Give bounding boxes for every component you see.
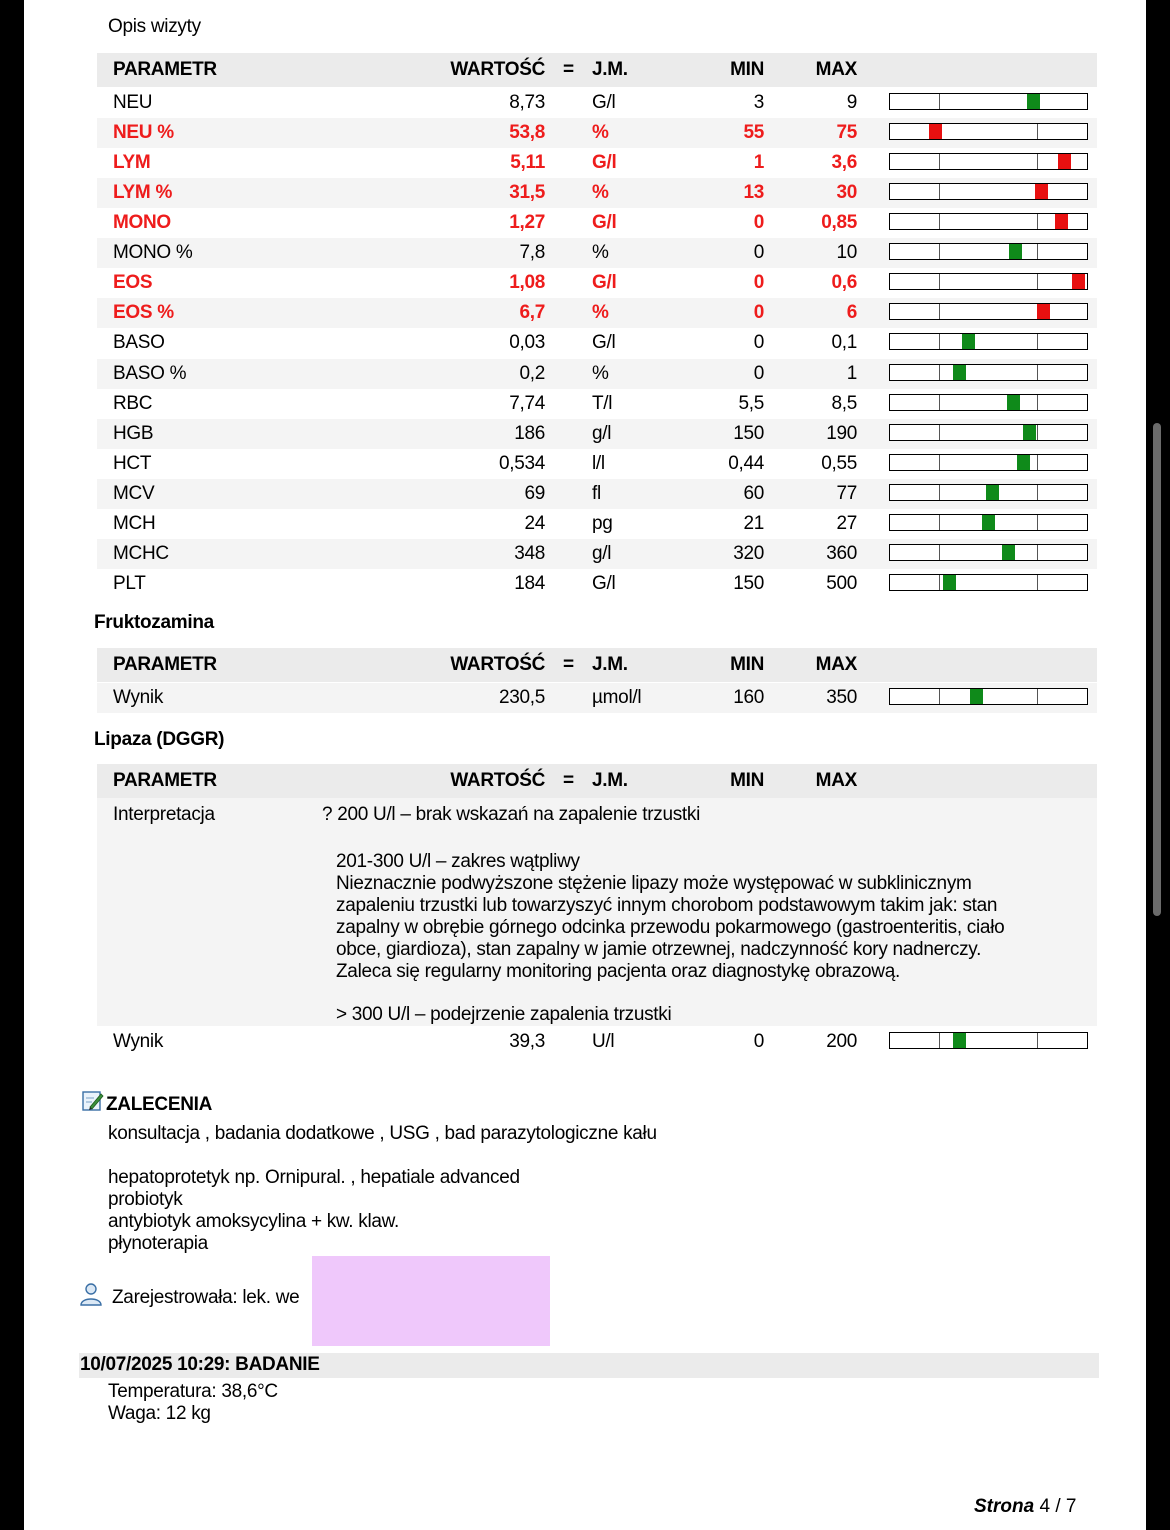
param-min: 160 <box>733 687 764 708</box>
table-row <box>97 683 1097 713</box>
range-marker <box>1035 184 1048 199</box>
param-value: 6,7 <box>519 302 545 324</box>
table-row <box>97 178 1097 208</box>
param-min: 0 <box>753 302 764 324</box>
table-row <box>97 389 1097 419</box>
param-name: EOS <box>113 272 153 294</box>
param-max: 8,5 <box>831 392 857 414</box>
param-unit: U/l <box>592 1031 615 1052</box>
range-tick <box>1037 365 1038 380</box>
range-indicator <box>889 364 1088 381</box>
range-marker <box>962 334 975 349</box>
param-max: 30 <box>836 182 857 204</box>
param-unit: % <box>592 122 609 144</box>
param-value: 184 <box>514 572 545 594</box>
range-marker <box>929 124 942 139</box>
range-tick <box>1037 214 1038 229</box>
param-min: 21 <box>743 512 764 534</box>
param-max: 77 <box>836 482 857 504</box>
param-unit: G/l <box>592 332 616 354</box>
param-min: 3 <box>753 92 764 113</box>
param-max: 1 <box>846 362 857 384</box>
param-name: LYM <box>113 152 151 174</box>
col-min: MIN <box>730 59 764 80</box>
param-value: 0,03 <box>509 332 545 354</box>
param-max: 200 <box>826 1031 857 1052</box>
exam-temperature: Temperatura: 38,6°C <box>108 1381 278 1402</box>
param-name: MCHC <box>113 542 169 564</box>
param-max: 0,6 <box>831 272 857 294</box>
col-value: WARTOŚĆ <box>450 770 545 791</box>
param-unit: g/l <box>592 542 612 564</box>
range-tick <box>939 485 940 500</box>
table-row <box>97 118 1097 148</box>
range-indicator <box>889 123 1088 140</box>
interpretation-line-1: ? 200 U/l – brak wskazań na zapalenie trzustki <box>322 804 701 825</box>
range-tick <box>1037 124 1038 139</box>
param-max: 0,1 <box>831 332 857 354</box>
param-value: 31,5 <box>509 182 545 204</box>
range-tick <box>939 244 940 259</box>
param-unit: fl <box>592 482 601 504</box>
range-tick <box>1037 485 1038 500</box>
param-name: HCT <box>113 452 152 474</box>
range-tick <box>1037 274 1038 289</box>
param-min: 5,5 <box>738 392 764 414</box>
param-value: 0,2 <box>519 362 545 384</box>
param-unit: % <box>592 182 609 204</box>
param-value: 348 <box>514 542 545 564</box>
range-tick <box>939 274 940 289</box>
range-tick <box>1037 515 1038 530</box>
col-value: WARTOŚĆ <box>450 59 545 80</box>
param-name: MONO % <box>113 242 193 264</box>
range-marker <box>1072 274 1085 289</box>
param-max: 75 <box>836 122 857 144</box>
param-max: 3,6 <box>831 152 857 174</box>
range-tick <box>1037 575 1038 590</box>
page-total: / 7 <box>1055 1496 1077 1517</box>
param-unit: pg <box>592 512 613 534</box>
col-unit: J.M. <box>592 654 628 675</box>
param-min: 150 <box>733 422 764 444</box>
param-min: 0 <box>753 272 764 294</box>
range-marker <box>982 515 995 530</box>
table-row <box>97 1027 1097 1057</box>
range-tick <box>939 94 940 109</box>
param-name: MONO <box>113 212 171 234</box>
param-name: Wynik <box>113 687 164 708</box>
range-indicator <box>889 574 1088 591</box>
range-indicator <box>889 303 1088 320</box>
param-min: 0,44 <box>728 452 764 474</box>
range-marker <box>1058 154 1071 169</box>
param-max: 190 <box>826 422 857 444</box>
param-max: 9 <box>846 92 857 113</box>
range-tick <box>939 545 940 560</box>
table-row <box>97 298 1097 328</box>
range-marker <box>1027 94 1040 109</box>
param-min: 320 <box>733 542 764 564</box>
range-indicator <box>889 213 1088 230</box>
table-row <box>97 328 1097 358</box>
user-icon <box>79 1282 103 1306</box>
param-name: HGB <box>113 422 154 444</box>
range-tick <box>1037 334 1038 349</box>
range-tick <box>1037 154 1038 169</box>
section-title-lipaza: Lipaza (DGGR) <box>94 729 225 750</box>
range-marker <box>1002 545 1015 560</box>
range-tick <box>1037 545 1038 560</box>
range-tick <box>1037 425 1038 440</box>
param-name: MCH <box>113 512 156 534</box>
param-unit: G/l <box>592 572 616 594</box>
range-indicator <box>889 1032 1088 1049</box>
page-current: 4 <box>1039 1496 1051 1517</box>
range-indicator <box>889 454 1088 471</box>
param-value: 1,08 <box>509 272 545 294</box>
col-param: PARAMETR <box>113 59 217 80</box>
param-max: 6 <box>846 302 857 324</box>
col-eq: = <box>563 59 574 80</box>
param-name: BASO <box>113 332 165 354</box>
range-tick <box>939 304 940 319</box>
range-marker <box>1023 425 1036 440</box>
col-max: MAX <box>815 654 857 675</box>
param-unit: % <box>592 242 609 264</box>
param-min: 55 <box>743 122 764 144</box>
param-unit: G/l <box>592 152 617 174</box>
param-value: 1,27 <box>509 212 545 234</box>
param-value: 5,11 <box>510 152 545 174</box>
range-indicator <box>889 243 1088 260</box>
param-value: 230,5 <box>498 687 545 708</box>
col-max: MAX <box>815 59 857 80</box>
registered-by: Zarejestrowała: lek. we <box>112 1287 300 1308</box>
range-tick <box>939 689 940 704</box>
param-unit: g/l <box>592 422 612 444</box>
table-row <box>97 419 1097 449</box>
param-value: 8,73 <box>509 92 545 113</box>
param-unit: % <box>592 362 609 384</box>
range-indicator <box>889 93 1088 110</box>
report-page <box>24 0 1146 1530</box>
range-marker <box>1017 455 1030 470</box>
range-tick <box>939 515 940 530</box>
table-row <box>97 539 1097 569</box>
range-indicator <box>889 273 1088 290</box>
param-value: 24 <box>524 512 545 534</box>
interpretation-label: Interpretacja <box>113 804 215 825</box>
table-row <box>97 449 1097 479</box>
param-name: Wynik <box>113 1031 164 1052</box>
col-min: MIN <box>730 770 764 791</box>
range-indicator <box>889 544 1088 561</box>
param-min: 0 <box>753 332 764 354</box>
col-eq: = <box>563 770 574 791</box>
table-row <box>97 238 1097 268</box>
param-max: 10 <box>836 242 857 264</box>
exam-heading-bar <box>79 1353 1099 1378</box>
param-value: 0,534 <box>498 452 545 474</box>
exam-heading: 10/07/2025 10:29: BADANIE <box>80 1354 320 1375</box>
interpretation-block <box>97 798 1097 1026</box>
range-tick <box>939 1033 940 1048</box>
range-tick <box>939 395 940 410</box>
table-row <box>97 88 1097 118</box>
page-number <box>974 1496 1076 1518</box>
col-unit: J.M. <box>592 770 628 791</box>
exam-weight: Waga: 12 kg <box>108 1403 211 1424</box>
range-marker <box>953 365 966 380</box>
table-header <box>97 764 1097 798</box>
redacted-name <box>312 1256 550 1346</box>
col-min: MIN <box>730 654 764 675</box>
range-tick <box>1037 689 1038 704</box>
param-min: 13 <box>743 182 764 204</box>
param-max: 350 <box>826 687 857 708</box>
param-unit: G/l <box>592 212 617 234</box>
interpretation-text: 201-300 U/l – zakres wątpliwy Nieznacznie podwyższone stężenie lipazy może występować w subklinicznym zapaleniu trzustki lub towarzyszyć innym chorobom podstawowym takim jak: stan zapalny w obrębie górnego odcinka przewodu pokarmowego (gastroenteritis, ciało obce, giardioza), stan zapalny w jamie otrzewnej, nadczynność kory nadnerczy. Zaleca się regularny monitoring pacjenta oraz diagnostykę obrazową. <box>336 851 1005 982</box>
param-max: 360 <box>826 542 857 564</box>
param-unit: G/l <box>592 272 617 294</box>
visit-description-label: Opis wizyty <box>108 16 201 37</box>
param-min: 60 <box>743 482 764 504</box>
range-marker <box>1007 395 1020 410</box>
page-label: Strona <box>974 1496 1035 1517</box>
param-name: BASO % <box>113 362 187 384</box>
param-value: 53,8 <box>509 122 545 144</box>
param-value: 69 <box>524 482 545 504</box>
interpretation-last: > 300 U/l – podejrzenie zapalenia trzustki <box>336 1004 672 1025</box>
range-tick <box>939 365 940 380</box>
table-row <box>97 509 1097 539</box>
param-unit: T/l <box>592 392 613 414</box>
table-row <box>97 208 1097 238</box>
table-row <box>97 479 1097 509</box>
table-header <box>97 648 1097 682</box>
range-tick <box>939 184 940 199</box>
param-name: RBC <box>113 392 153 414</box>
param-name: LYM % <box>113 182 173 204</box>
range-tick <box>1037 1033 1038 1048</box>
col-param: PARAMETR <box>113 770 217 791</box>
range-marker <box>1037 304 1050 319</box>
param-value: 186 <box>514 422 545 444</box>
range-indicator <box>889 394 1088 411</box>
recommendations-title: ZALECENIA <box>106 1094 213 1115</box>
table-row <box>97 359 1097 389</box>
range-tick <box>1037 395 1038 410</box>
param-max: 0,55 <box>821 452 857 474</box>
col-unit: J.M. <box>592 59 628 80</box>
section-title-fruktozamina: Fruktozamina <box>94 612 214 633</box>
param-value: 7,74 <box>509 392 545 414</box>
scrollbar-thumb[interactable] <box>1153 423 1161 916</box>
edit-note-icon <box>82 1090 104 1112</box>
range-marker <box>986 485 999 500</box>
range-tick <box>939 425 940 440</box>
table-row <box>97 569 1097 599</box>
param-min: 150 <box>733 572 764 594</box>
table-header <box>97 53 1097 87</box>
param-min: 0 <box>753 242 764 264</box>
param-value: 39,3 <box>509 1031 545 1052</box>
range-tick <box>1037 455 1038 470</box>
recommendations-line-1: konsultacja , badania dodatkowe , USG , bad parazytologiczne kału <box>108 1123 657 1144</box>
col-eq: = <box>563 654 574 675</box>
param-max: 500 <box>826 572 857 594</box>
range-marker <box>953 1033 966 1048</box>
range-marker <box>1009 244 1022 259</box>
range-indicator <box>889 514 1088 531</box>
range-marker <box>970 689 983 704</box>
range-tick <box>939 455 940 470</box>
param-name: NEU % <box>113 122 174 144</box>
table-row <box>97 148 1097 178</box>
param-unit: l/l <box>592 452 605 474</box>
param-unit: G/l <box>592 92 616 113</box>
col-param: PARAMETR <box>113 654 217 675</box>
col-max: MAX <box>815 770 857 791</box>
col-value: WARTOŚĆ <box>450 654 545 675</box>
param-max: 0,85 <box>821 212 857 234</box>
range-tick <box>1037 244 1038 259</box>
param-unit: µmol/l <box>592 687 642 708</box>
table-row <box>97 268 1097 298</box>
range-indicator <box>889 484 1088 501</box>
range-tick <box>939 334 940 349</box>
range-indicator <box>889 333 1088 350</box>
range-tick <box>939 154 940 169</box>
param-name: EOS % <box>113 302 174 324</box>
range-marker <box>943 575 956 590</box>
param-unit: % <box>592 302 609 324</box>
range-indicator <box>889 424 1088 441</box>
range-marker <box>1055 214 1068 229</box>
recommendations-list: hepatoprotetyk np. Ornipural. , hepatiale advanced probiotyk antybiotyk amoksycylina + kw. klaw. płynoterapia <box>108 1167 520 1254</box>
param-value: 7,8 <box>519 242 545 264</box>
param-min: 0 <box>753 1031 764 1052</box>
range-indicator <box>889 153 1088 170</box>
range-tick <box>939 214 940 229</box>
param-name: NEU <box>113 92 153 113</box>
param-min: 0 <box>753 212 764 234</box>
param-min: 1 <box>753 152 764 174</box>
range-indicator <box>889 183 1088 200</box>
range-indicator <box>889 688 1088 705</box>
param-name: MCV <box>113 482 155 504</box>
param-min: 0 <box>753 362 764 384</box>
range-tick <box>939 575 940 590</box>
param-max: 27 <box>836 512 857 534</box>
param-name: PLT <box>113 572 146 594</box>
